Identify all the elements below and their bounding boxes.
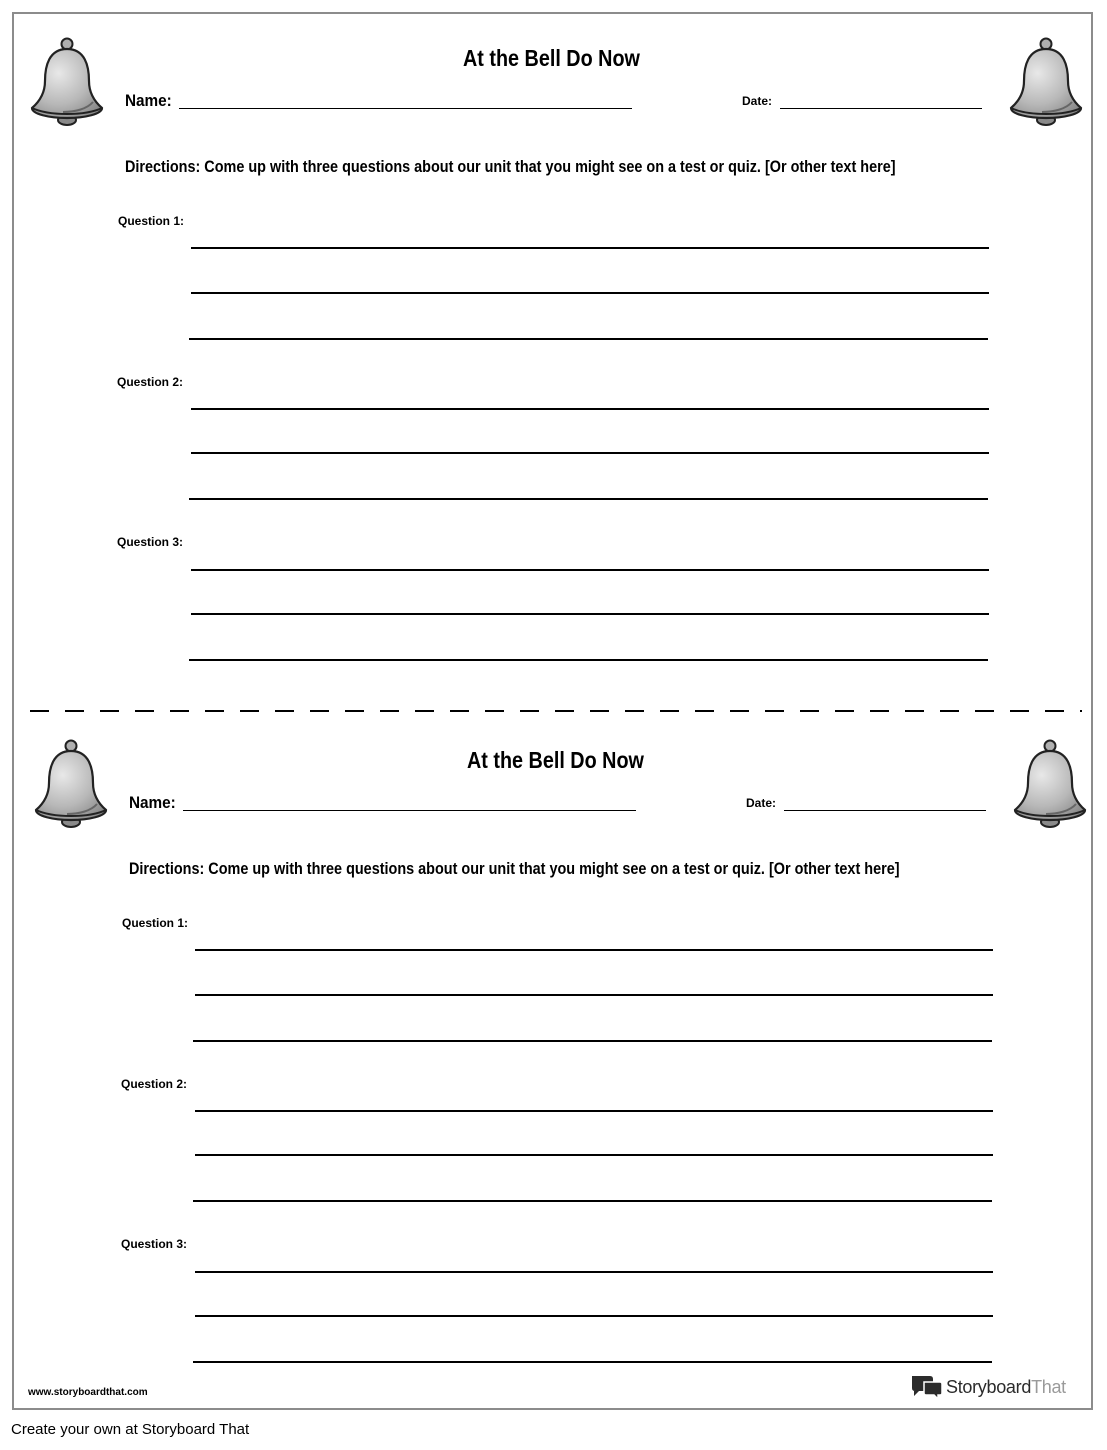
date-label: Date: <box>742 94 773 108</box>
answer-line[interactable] <box>191 247 989 249</box>
name-label: Name: <box>129 793 176 812</box>
answer-line[interactable] <box>191 292 989 294</box>
worksheet-top <box>14 14 1095 704</box>
website-url[interactable]: www.storyboardthat.com <box>28 1387 148 1398</box>
name-field[interactable] <box>183 810 636 811</box>
name-label: Name: <box>125 91 172 110</box>
worksheet-page <box>12 12 1093 1410</box>
question-3-label: Question 3: <box>117 535 184 549</box>
answer-line[interactable] <box>191 452 989 454</box>
answer-line[interactable] <box>189 338 988 340</box>
answer-line[interactable] <box>191 408 989 410</box>
footer-link[interactable]: Create your own at Storyboard That <box>11 1421 250 1438</box>
bell-icon <box>29 36 105 128</box>
question-1-label: Question 1: <box>122 916 189 930</box>
answer-line[interactable] <box>193 1200 992 1202</box>
answer-line[interactable] <box>195 949 993 951</box>
answer-line[interactable] <box>191 569 989 571</box>
answer-line[interactable] <box>195 1271 993 1273</box>
question-2-label: Question 2: <box>121 1077 188 1091</box>
answer-line[interactable] <box>195 1315 993 1317</box>
answer-line[interactable] <box>195 1154 993 1156</box>
worksheet-bottom <box>14 716 1095 1406</box>
answer-line[interactable] <box>195 1110 993 1112</box>
answer-line[interactable] <box>189 659 988 661</box>
directions-text: Directions: Come up with three questions about our unit that you might see on a test or quiz. [Or other text here] <box>125 157 896 176</box>
bell-icon <box>33 738 109 830</box>
directions-text: Directions: Come up with three questions about our unit that you might see on a test or quiz. [Or other text here] <box>129 859 900 878</box>
question-2-label: Question 2: <box>117 375 184 389</box>
date-field[interactable] <box>784 810 986 811</box>
bell-icon <box>1012 738 1088 830</box>
speech-bubbles-icon <box>910 1374 944 1400</box>
brand-name-part1: Storyboard <box>946 1376 1032 1397</box>
date-field[interactable] <box>780 108 982 109</box>
answer-line[interactable] <box>191 613 989 615</box>
answer-line[interactable] <box>193 1040 992 1042</box>
bell-icon <box>1008 36 1084 128</box>
cut-line <box>30 708 1082 714</box>
date-label: Date: <box>746 796 777 810</box>
worksheet-title: At the Bell Do Now <box>467 747 644 773</box>
answer-line[interactable] <box>189 498 988 500</box>
question-3-label: Question 3: <box>121 1237 188 1251</box>
answer-line[interactable] <box>195 994 993 996</box>
storyboardthat-logo[interactable] <box>910 1374 1066 1400</box>
brand-name-part2: That <box>1031 1376 1066 1397</box>
question-1-label: Question 1: <box>118 214 185 228</box>
worksheet-title: At the Bell Do Now <box>463 45 640 71</box>
name-field[interactable] <box>179 108 632 109</box>
answer-line[interactable] <box>193 1361 992 1363</box>
